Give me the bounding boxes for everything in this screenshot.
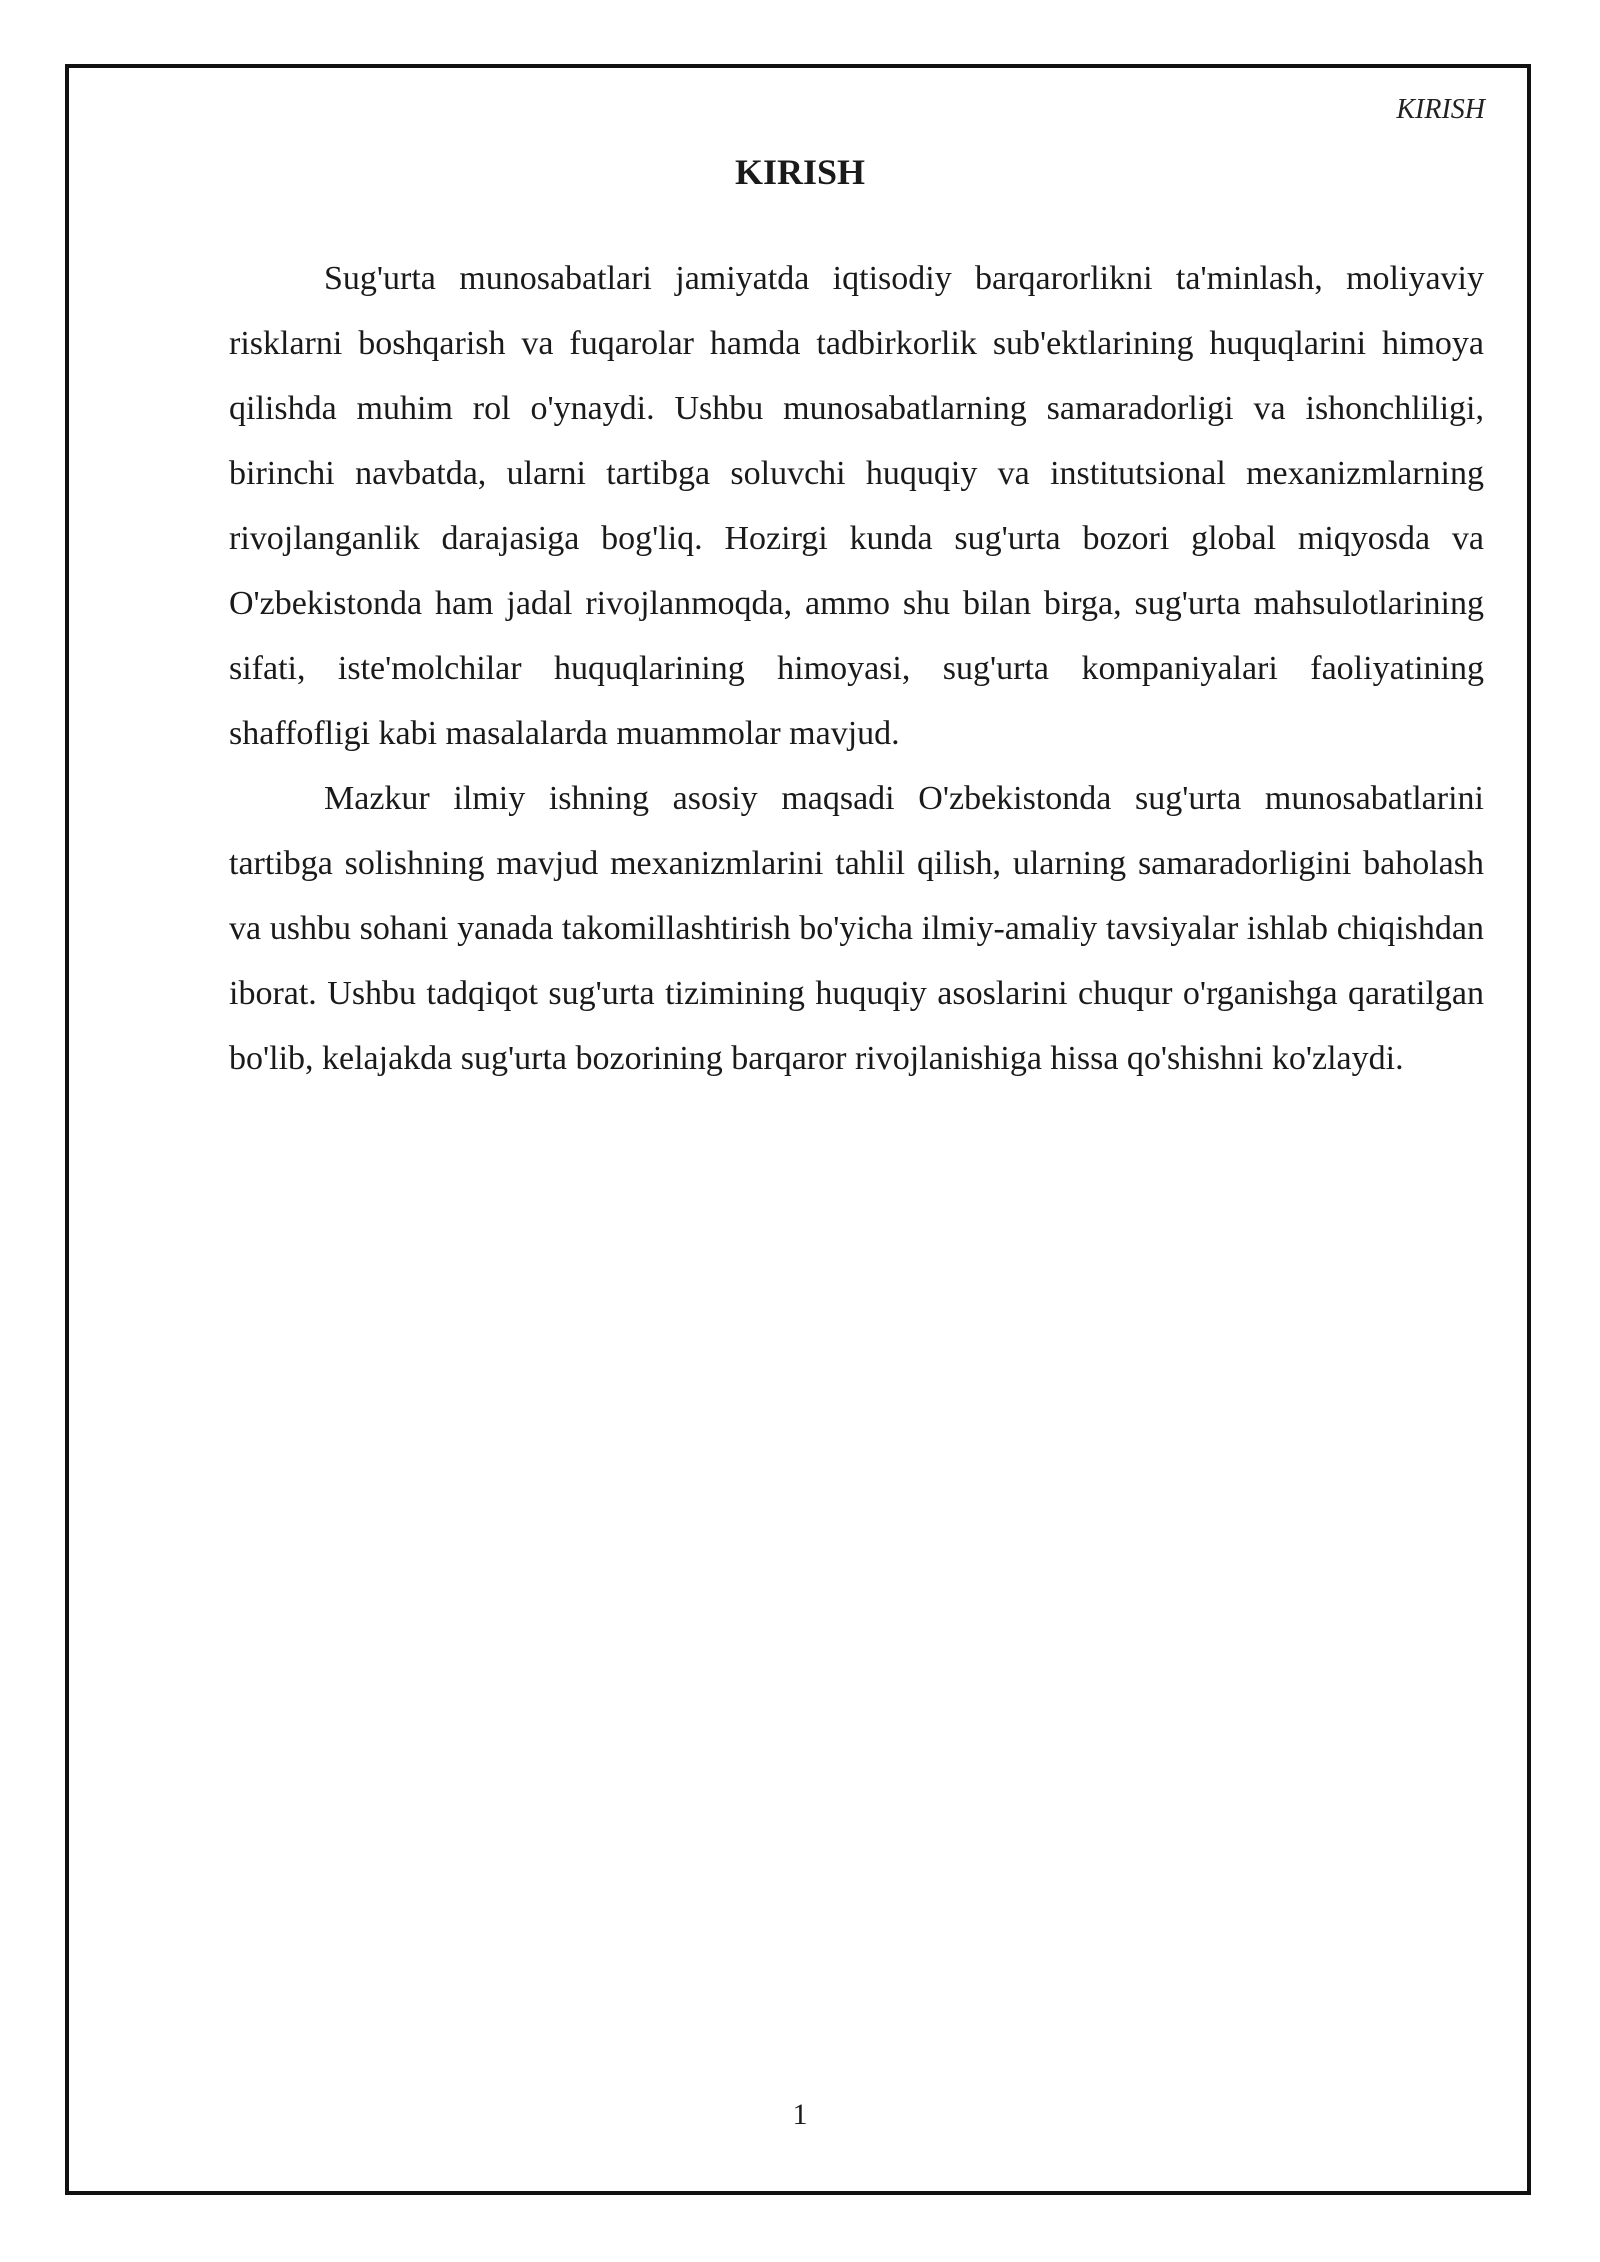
body-text [229, 246, 1484, 1091]
section-title: KIRISH [734, 152, 866, 192]
running-header: KIRISH [1396, 94, 1485, 125]
paragraph-1: Sug'urta munosabatlari jamiyatda iqtisodiy barqarorlikni ta'minlash, moliyaviy risklarni boshqarish va fuqarolar hamda tadbirkorlik sub'ektlarining huquqlarini himoya qilishda muhim rol o'ynaydi. Ushbu munosabatlarning samaradorligi va ishonchliligi, birinchi navbatda, ularni tartibga soluvchi huquqiy va institutsional mexanizmlarning rivojlanganlik darajasiga bog'liq. Hozirgi kunda sug'urta bozori global miqyosda va O'zbekistonda ham jadal rivojlanmoqda, ammo shu bilan birga, sug'urta mahsulotlarining sifati, iste'molchilar huquqlarining himoyasi, sug'urta kompaniyalari faoliyatining shaffofligi kabi masalalarda muammolar mavjud. [229, 260, 1484, 752]
page-number: 1 [792, 2098, 808, 2131]
paragraph-2: Mazkur ilmiy ishning asosiy maqsadi O'zbekistonda sug'urta munosabatlarini tartibga solishning mavjud mexanizmlarini tahlil qilish, ularning samaradorligini baholash va ushbu sohani yanada takomillashtirish bo'yicha ilmiy-amaliy tavsiyalar ishlab chiqishdan iborat. Ushbu tadqiqot sug'urta tizimining huquqiy asoslarini chuqur o'rganishga qaratilgan bo'lib, kelajakda sug'urta bozorining barqaror rivojlanishiga hissa qo'shishni ko'zlaydi. [229, 780, 1484, 1077]
